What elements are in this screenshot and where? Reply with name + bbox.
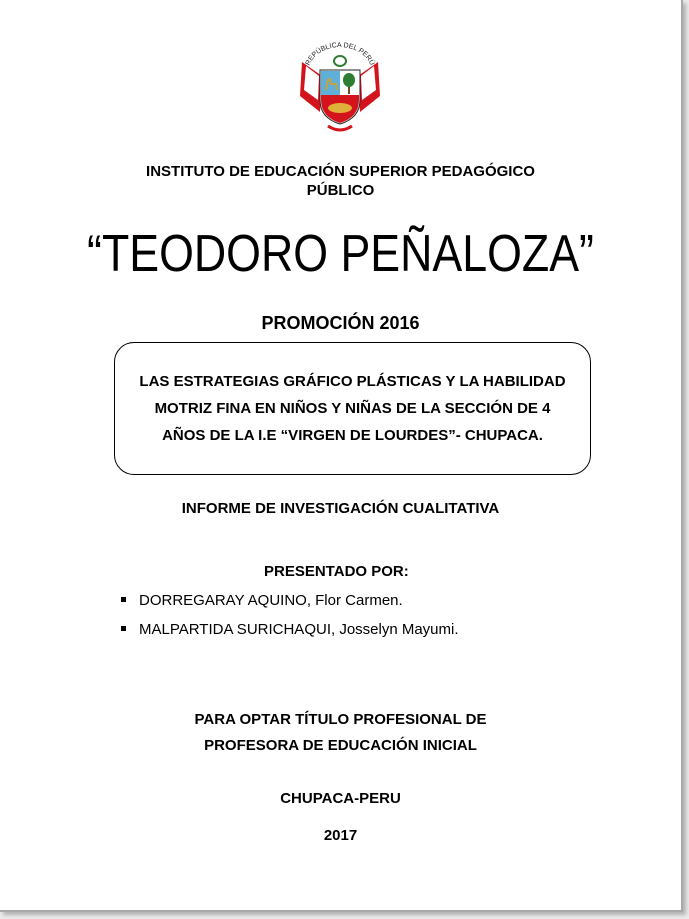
promotion-label: PROMOCIÓN 2016: [261, 313, 420, 333]
report-type: INFORME DE INVESTIGACIÓN CUALITATIVA: [181, 500, 500, 517]
institution-heading: [0, 162, 681, 200]
author-item: [121, 592, 403, 609]
thesis-title-line-2: MOTRIZ FINA EN NIÑOS Y NIÑAS DE LA SECCIÓN DE 4: [154, 400, 551, 417]
bullet-icon: [121, 597, 126, 602]
presented-by-label: PRESENTADO POR:: [264, 563, 409, 580]
thesis-title-box: [114, 342, 591, 475]
institution-name: “TEODORO PEÑALOZA”: [87, 225, 594, 283]
author-name: MALPARTIDA SURICHAQUI, Josselyn Mayumi.: [139, 621, 459, 638]
degree-statement: [0, 707, 681, 759]
thesis-title-line-3: AÑOS DE LA I.E “VIRGEN DE LOURDES”- CHUPACA.: [162, 427, 543, 444]
svg-text:REPÚBLICA DEL PERÚ: REPÚBLICA DEL PERÚ: [304, 42, 376, 67]
bullet-icon: [121, 626, 126, 631]
institution-line-1: INSTITUTO DE EDUCACIÓN SUPERIOR PEDAGÓGICO: [146, 163, 535, 180]
peru-coat-of-arms-icon: [292, 38, 388, 136]
city-label: CHUPACA-PERU: [280, 790, 401, 807]
year-label: 2017: [323, 827, 358, 844]
author-name: DORREGARAY AQUINO, Flor Carmen.: [139, 592, 403, 609]
institution-line-2: PÚBLICO: [306, 182, 375, 199]
author-item: [121, 621, 459, 638]
degree-line-1: PARA OPTAR TÍTULO PROFESIONAL DE: [194, 711, 487, 728]
thesis-title-line-1: LAS ESTRATEGIAS GRÁFICO PLÁSTICAS Y LA HABILIDAD: [139, 373, 566, 390]
degree-line-2: PROFESORA DE EDUCACIÓN INICIAL: [204, 737, 477, 754]
